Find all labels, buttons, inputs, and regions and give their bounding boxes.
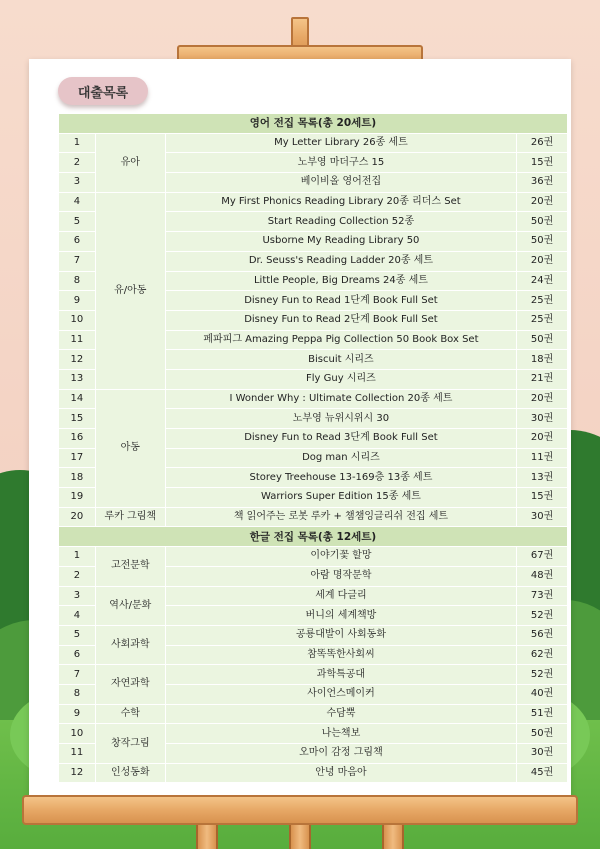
row-count: 52권 — [517, 606, 568, 626]
row-count: 73권 — [517, 586, 568, 606]
row-category: 인성동화 — [95, 763, 165, 783]
table-row — [59, 586, 568, 606]
row-count: 67권 — [517, 547, 568, 567]
row-title: Dog man 시리즈 — [165, 448, 516, 468]
row-number: 13 — [59, 369, 96, 389]
row-title: Warriors Super Edition 15종 세트 — [165, 488, 516, 508]
row-count: 62권 — [517, 645, 568, 665]
row-number: 2 — [59, 566, 96, 586]
row-number: 14 — [59, 389, 96, 409]
row-count: 50권 — [517, 330, 568, 350]
row-number: 11 — [59, 330, 96, 350]
row-number: 5 — [59, 625, 96, 645]
row-title: Disney Fun to Read 3단계 Book Full Set — [165, 429, 516, 449]
row-category: 루카 그림책 — [95, 507, 165, 527]
row-count: 30권 — [517, 507, 568, 527]
row-title: My First Phonics Reading Library 20종 리더스 Set — [165, 192, 516, 212]
row-number: 7 — [59, 665, 96, 685]
row-title: 참똑똑한사회씨 — [165, 645, 516, 665]
row-number: 5 — [59, 212, 96, 232]
row-number: 3 — [59, 173, 96, 193]
row-title: Biscuit 시리즈 — [165, 350, 516, 370]
page-title: 대출목록 — [58, 77, 148, 105]
row-count: 25권 — [517, 310, 568, 330]
row-count: 20권 — [517, 251, 568, 271]
row-category: 사회과학 — [95, 625, 165, 664]
row-count: 20권 — [517, 192, 568, 212]
row-count: 13권 — [517, 468, 568, 488]
row-number: 18 — [59, 468, 96, 488]
row-title: Little People, Big Dreams 24종 세트 — [165, 271, 516, 291]
row-count: 56권 — [517, 625, 568, 645]
row-count: 26권 — [517, 133, 568, 153]
row-count: 51권 — [517, 704, 568, 724]
table-row — [59, 704, 568, 724]
loan-catalog-table — [58, 113, 568, 783]
row-count: 40권 — [517, 684, 568, 704]
row-number: 16 — [59, 429, 96, 449]
table-row — [59, 192, 568, 212]
table-row — [59, 625, 568, 645]
row-title: 세계 다글리 — [165, 586, 516, 606]
row-category: 고전문학 — [95, 547, 165, 586]
row-number: 1 — [59, 547, 96, 567]
row-number: 1 — [59, 133, 96, 153]
row-count: 20권 — [517, 429, 568, 449]
row-count: 50권 — [517, 232, 568, 252]
row-number: 8 — [59, 684, 96, 704]
row-category: 아동 — [95, 389, 165, 507]
row-title: Storey Treehouse 13-169층 13종 세트 — [165, 468, 516, 488]
section-header-korean — [59, 527, 568, 547]
table-row — [59, 389, 568, 409]
row-count: 25권 — [517, 291, 568, 311]
row-title: 베이비올 영어전집 — [165, 173, 516, 193]
row-title: 버니의 세계책방 — [165, 606, 516, 626]
row-number: 12 — [59, 763, 96, 783]
row-title: Dr. Seuss's Reading Ladder 20종 세트 — [165, 251, 516, 271]
row-title: Disney Fun to Read 1단계 Book Full Set — [165, 291, 516, 311]
row-number: 20 — [59, 507, 96, 527]
row-number: 9 — [59, 291, 96, 311]
row-title: 이야기꽃 할망 — [165, 547, 516, 567]
row-count: 30권 — [517, 744, 568, 764]
row-number: 4 — [59, 192, 96, 212]
row-number: 4 — [59, 606, 96, 626]
table-row — [59, 724, 568, 744]
row-title: 안녕 마음아 — [165, 763, 516, 783]
row-count: 20권 — [517, 389, 568, 409]
row-category: 유/아동 — [95, 192, 165, 389]
row-number: 10 — [59, 724, 96, 744]
row-title: Fly Guy 시리즈 — [165, 369, 516, 389]
row-title: I Wonder Why : Ultimate Collection 20종 세트 — [165, 389, 516, 409]
row-count: 52권 — [517, 665, 568, 685]
section-header-english — [59, 114, 568, 134]
row-title: 과학특공대 — [165, 665, 516, 685]
row-number: 17 — [59, 448, 96, 468]
table-row — [59, 547, 568, 567]
easel-bottom-bar — [22, 795, 578, 825]
row-title: Usborne My Reading Library 50 — [165, 232, 516, 252]
table-row — [59, 665, 568, 685]
row-number: 3 — [59, 586, 96, 606]
row-count: 21권 — [517, 369, 568, 389]
row-count: 24권 — [517, 271, 568, 291]
row-title: Start Reading Collection 52종 — [165, 212, 516, 232]
row-number: 8 — [59, 271, 96, 291]
row-count: 45권 — [517, 763, 568, 783]
row-count: 30권 — [517, 409, 568, 429]
row-count: 36권 — [517, 173, 568, 193]
row-count: 18권 — [517, 350, 568, 370]
row-count: 15권 — [517, 153, 568, 173]
row-number: 11 — [59, 744, 96, 764]
row-title: My Letter Library 26종 세트 — [165, 133, 516, 153]
row-category: 창작그림 — [95, 724, 165, 763]
section-heading: 영어 전집 목록(총 20세트) — [59, 114, 568, 134]
row-number: 6 — [59, 645, 96, 665]
section-heading: 한글 전집 목록(총 12세트) — [59, 527, 568, 547]
row-category: 역사/문화 — [95, 586, 165, 625]
row-title: 수담뿍 — [165, 704, 516, 724]
row-category: 자연과학 — [95, 665, 165, 704]
row-title: 노부영 뉴위시위시 30 — [165, 409, 516, 429]
row-category: 수학 — [95, 704, 165, 724]
row-number: 10 — [59, 310, 96, 330]
row-count: 50권 — [517, 724, 568, 744]
catalog-board — [29, 59, 571, 797]
row-title: Disney Fun to Read 2단계 Book Full Set — [165, 310, 516, 330]
row-count: 48권 — [517, 566, 568, 586]
row-number: 7 — [59, 251, 96, 271]
table-row — [59, 507, 568, 527]
table-row — [59, 133, 568, 153]
row-title: 공룡대발이 사회동화 — [165, 625, 516, 645]
row-number: 2 — [59, 153, 96, 173]
row-number: 6 — [59, 232, 96, 252]
row-number: 19 — [59, 488, 96, 508]
row-count: 15권 — [517, 488, 568, 508]
row-count: 50권 — [517, 212, 568, 232]
row-category: 유아 — [95, 133, 165, 192]
row-title: 아람 명작문학 — [165, 566, 516, 586]
table-row — [59, 763, 568, 783]
row-count: 11권 — [517, 448, 568, 468]
row-number: 12 — [59, 350, 96, 370]
row-title: 오마이 감정 그림책 — [165, 744, 516, 764]
row-title: 나는책보 — [165, 724, 516, 744]
row-number: 15 — [59, 409, 96, 429]
row-title: 페파피그 Amazing Peppa Pig Collection 50 Book Box Set — [165, 330, 516, 350]
row-title: 노부영 마더구스 15 — [165, 153, 516, 173]
row-title: 책 읽어주는 로봇 루카 + 챔챔잉글리쉬 전집 세트 — [165, 507, 516, 527]
row-number: 9 — [59, 704, 96, 724]
row-title: 사이언스메이커 — [165, 684, 516, 704]
